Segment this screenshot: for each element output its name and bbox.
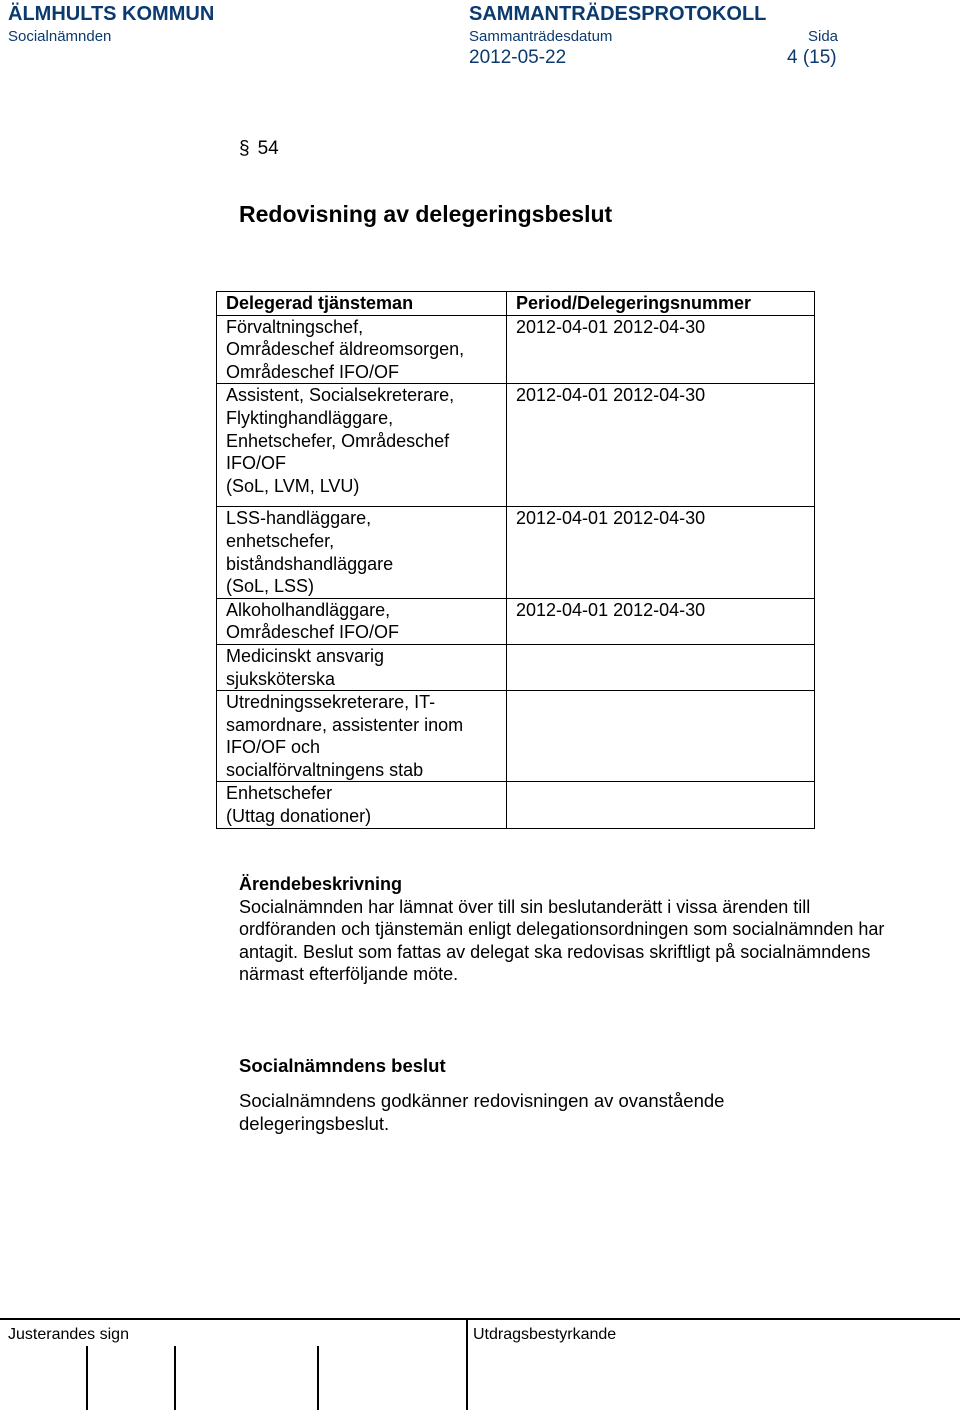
paragraph-number xyxy=(239,138,279,160)
sign-box-divider xyxy=(317,1346,319,1410)
extract-label: Utdragsbestyrkande xyxy=(473,1326,617,1343)
period-cell xyxy=(507,691,815,782)
period-cell: 2012-04-01 2012-04-30 xyxy=(507,384,815,507)
org-name: ÄLMHULTS KOMMUN xyxy=(8,3,215,25)
table-header-row xyxy=(217,292,815,316)
case-description-heading: Ärendebeskrivning xyxy=(239,874,403,894)
period-cell xyxy=(507,782,815,828)
table-row xyxy=(217,507,815,598)
period-cell: 2012-04-01 2012-04-30 xyxy=(507,507,815,598)
paragraph-number-value: 54 xyxy=(257,138,279,159)
sign-box-divider xyxy=(86,1346,88,1410)
period-cell: 2012-04-01 2012-04-30 xyxy=(507,598,815,644)
role-cell: Alkoholhandläggare, Områdeschef IFO/OF xyxy=(217,598,507,644)
role-cell: LSS-handläggare, enhetschefer, biståndshandläggare (SoL, LSS) xyxy=(217,507,507,598)
signature-footer xyxy=(0,1318,960,1410)
delegation-table xyxy=(216,291,815,829)
period-cell xyxy=(507,644,815,690)
footer-column-divider xyxy=(466,1318,468,1410)
role-cell: Enhetschefer (Uttag donationer) xyxy=(217,782,507,828)
period-cell: 2012-04-01 2012-04-30 xyxy=(507,315,815,384)
case-description-section xyxy=(239,873,889,986)
meeting-date-label: Sammanträdesdatum xyxy=(469,28,613,45)
table-row xyxy=(217,644,815,690)
table-row xyxy=(217,691,815,782)
decision-text: Socialnämndens godkänner redovisningen av ovanstående delegeringsbeslut. xyxy=(239,1090,725,1134)
page-number: 4 (15) xyxy=(787,47,837,68)
document-type: SAMMANTRÄDESPROTOKOLL xyxy=(469,3,767,25)
page-title: Redovisning av delegeringsbeslut xyxy=(239,201,613,227)
case-description-text: Socialnämnden har lämnat över till sin beslutanderätt i vissa ärenden till ordföranden och tjänstemän enligt delegationsordningen som socialnämnden har antagit. Beslut som fattas av delegat ska redovisas skriftligt på socialnämndens närmast efterföljande möte. xyxy=(239,896,885,985)
role-cell: Assistent, Socialsekreterare, Flyktinghandläggare, Enhetschefer, Områdeschef IFO/OF (SoL, LVM, LVU) xyxy=(217,384,507,507)
decision-section xyxy=(239,1054,799,1135)
role-cell: Förvaltningschef, Områdeschef äldreomsorgen, Områdeschef IFO/OF xyxy=(217,315,507,384)
table-row xyxy=(217,384,815,507)
decision-heading: Socialnämndens beslut xyxy=(239,1055,446,1076)
table-row xyxy=(217,782,815,828)
footer-top-border xyxy=(0,1318,960,1320)
role-cell: Medicinskt ansvarig sjuksköterska xyxy=(217,644,507,690)
sign-box-divider xyxy=(174,1346,176,1410)
committee-name: Socialnämnden xyxy=(8,28,112,45)
table-row xyxy=(217,315,815,384)
sign-label: Justerandes sign xyxy=(8,1326,129,1343)
column-header-role: Delegerad tjänsteman xyxy=(217,292,507,316)
column-header-period: Period/Delegeringsnummer xyxy=(507,292,815,316)
role-cell: Utredningssekreterare, IT- samordnare, assistenter inom IFO/OF och socialförvaltningens stab xyxy=(217,691,507,782)
table-row xyxy=(217,598,815,644)
meeting-date: 2012-05-22 xyxy=(469,47,567,68)
section-sign: § xyxy=(239,138,250,159)
page-label: Sida xyxy=(808,28,839,45)
